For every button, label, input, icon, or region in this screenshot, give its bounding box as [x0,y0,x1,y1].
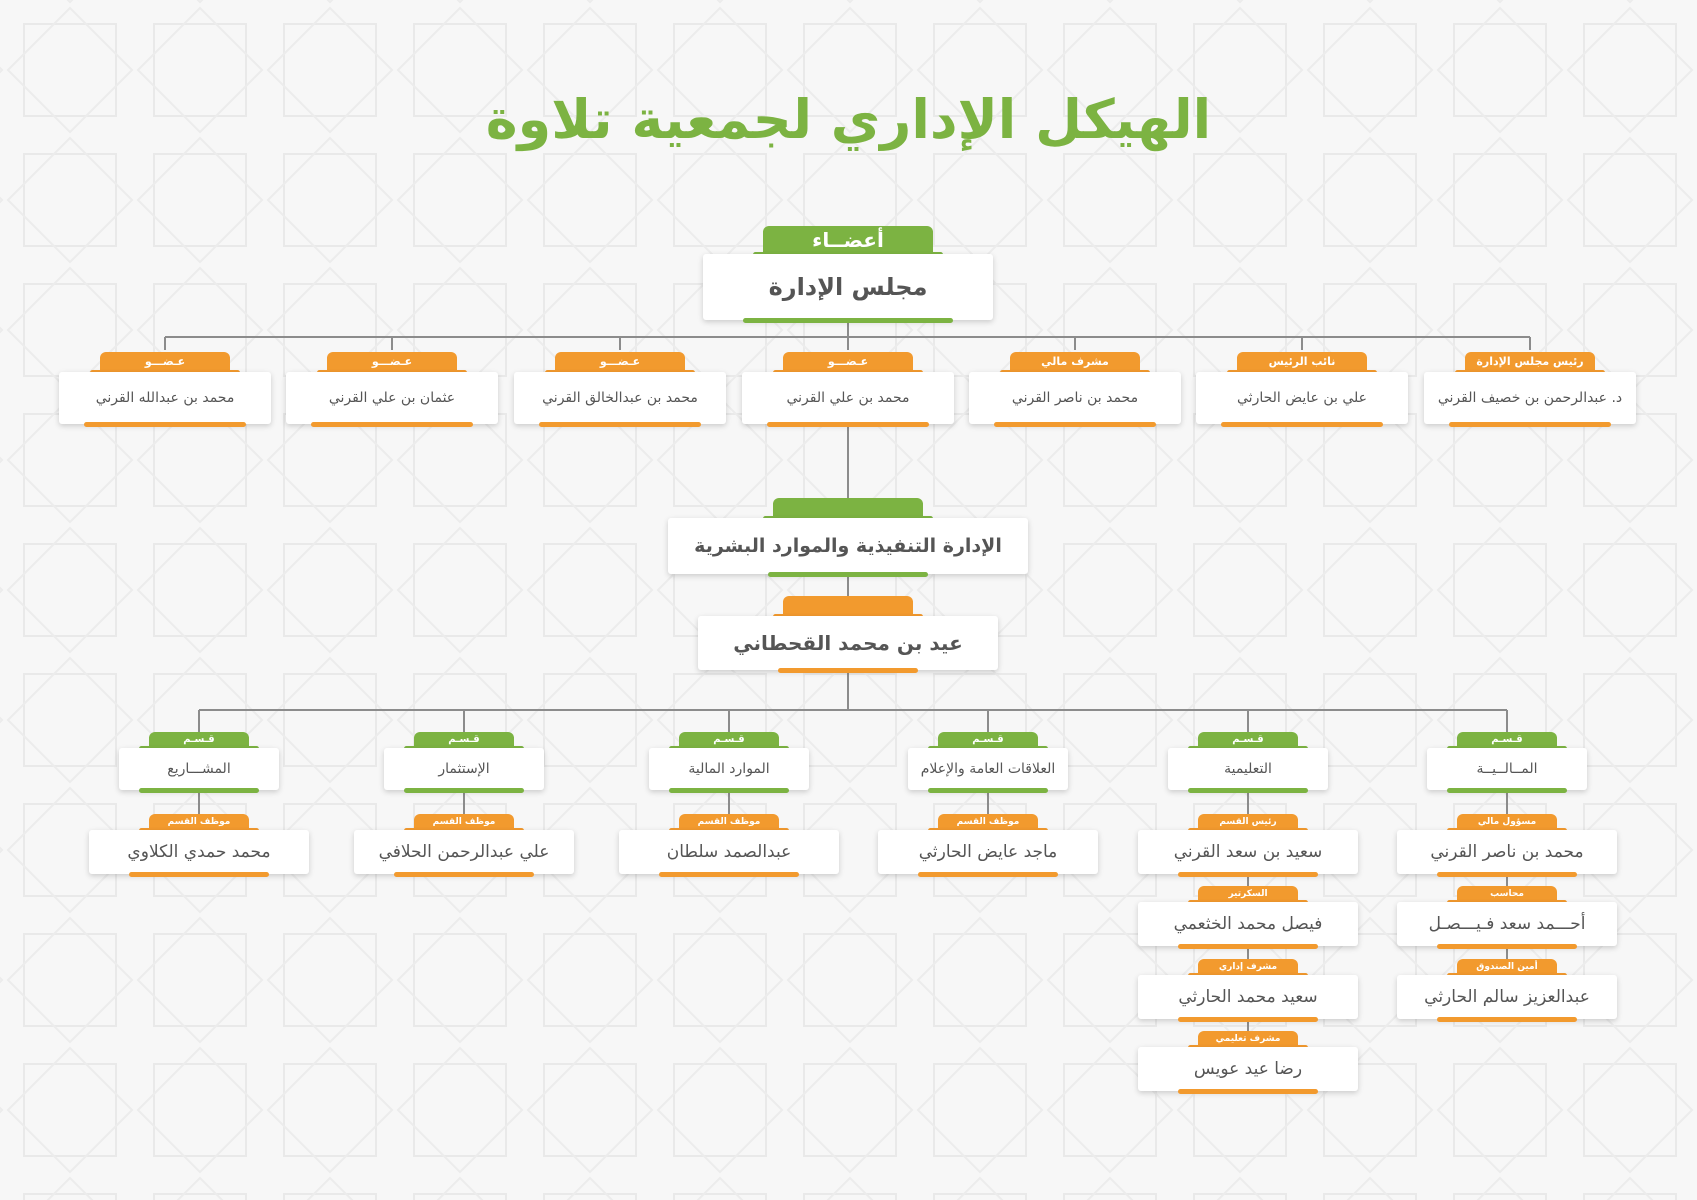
node-underline [1221,422,1383,427]
node-label-tab: موظف القسم [938,814,1038,830]
node-underline [778,668,918,673]
staff-node [1138,1034,1358,1091]
member-node [59,355,271,424]
department-node [908,734,1068,790]
node-name: العلاقات العامة والإعلام [920,761,1056,777]
node-label-tab: أمين الصندوق [1457,959,1557,975]
node-underline [84,422,246,427]
member-node [969,355,1181,424]
node-box [1138,830,1358,874]
node-name: عبدالعزيز سالم الحارثي [1424,987,1590,1007]
node-name: أحـــمد سعد فـيـــصـل [1428,914,1586,934]
staff-node [354,817,574,874]
node-underline [1178,1017,1318,1022]
node-underline [394,872,534,877]
node-name: محمد بن علي القرني [786,390,910,406]
staff-node [1397,889,1617,946]
node-name: الإستثمار [438,761,490,777]
node-name: سعيد محمد الحارثي [1178,987,1318,1007]
node-label-tab: السكرتير [1198,886,1298,902]
node-box [1138,1047,1358,1091]
staff-node [619,817,839,874]
node-label-tab: قـسـم [149,732,249,748]
member-node [286,355,498,424]
node-box [119,748,279,790]
node-label-tab: موظف القسم [679,814,779,830]
executive-node [668,518,1028,574]
staff-node [1138,889,1358,946]
node-name: رضا عيد عويس [1193,1059,1303,1079]
node-label-tab: عـضـــو [100,352,230,372]
node-label-tab: قـسـم [938,732,1038,748]
node-label-tab: موظف القسم [414,814,514,830]
node-underline [994,422,1156,427]
node-label-tab: مشرف إداري [1198,959,1298,975]
node-label-tab: موظف القسم [149,814,249,830]
staff-node [1397,962,1617,1019]
node-label-tab: مشرف مالي [1010,352,1140,372]
node-box [1397,830,1617,874]
node-name: التعليمية [1224,761,1272,777]
node-name: فيصل محمد الخثعمي [1173,914,1323,934]
node-underline [1178,1089,1318,1094]
node-underline [1178,872,1318,877]
node-box [1424,372,1636,424]
node-underline [768,572,928,577]
member-node [514,355,726,424]
department-node [1168,734,1328,790]
node-underline [404,788,524,793]
node-underline [1188,788,1308,793]
page-title: الهيكل الإداري لجمعية تلاوة [485,88,1212,151]
node-underline [1437,1017,1577,1022]
node-box [703,254,993,320]
node-box [969,372,1181,424]
node-label-tab: قـسـم [1457,732,1557,748]
node-underline [659,872,799,877]
node-underline [539,422,701,427]
node-underline [1447,788,1567,793]
node-name: عيد بن محمد القحطاني [733,631,963,655]
node-box [878,830,1098,874]
node-name: مجلس الإدارة [768,273,928,301]
node-box [649,748,809,790]
staff-node [89,817,309,874]
node-label-tab: عـضـــو [555,352,685,372]
node-label-tab: أعضــاء [763,226,933,254]
node-box [286,372,498,424]
node-underline [139,788,259,793]
node-name: محمد بن ناصر القرني [1430,842,1584,862]
node-box [89,830,309,874]
node-box [354,830,574,874]
node-label-tab: نائب الرئيس [1237,352,1367,372]
node-label-tab: رئيس القسم [1198,814,1298,830]
node-box [619,830,839,874]
department-node [649,734,809,790]
node-box [1397,902,1617,946]
staff-node [1397,817,1617,874]
node-label-tab: عـضـــو [327,352,457,372]
node-box [1427,748,1587,790]
node-label-tab [783,596,913,616]
node-underline [1178,944,1318,949]
node-name: عبدالصمد سلطان [666,842,792,862]
node-box [1397,975,1617,1019]
node-label-tab: قـسـم [1198,732,1298,748]
node-box [698,616,998,670]
node-box [668,518,1028,574]
node-underline [1437,944,1577,949]
node-underline [311,422,473,427]
node-underline [918,872,1058,877]
node-underline [928,788,1048,793]
node-underline [743,318,953,323]
node-name: ماجد عايض الحارثي [918,842,1058,862]
node-name: د. عبدالرحمن بن خصيف القرني [1437,390,1623,406]
staff-node [878,817,1098,874]
member-node [1196,355,1408,424]
node-name: محمد بن ناصر القرني [1011,390,1139,406]
staff-node [1138,817,1358,874]
node-label-tab: رئيس مجلس الإدارة [1465,352,1595,372]
node-box [1168,748,1328,790]
node-name: محمد بن عبدالله القرني [95,390,235,406]
department-node [384,734,544,790]
node-underline [1449,422,1611,427]
node-label-tab: مسؤول مالي [1457,814,1557,830]
node-label-tab: مشرف تعليمي [1198,1031,1298,1047]
member-node [1424,355,1636,424]
staff-node [1138,962,1358,1019]
node-box [514,372,726,424]
node-name: المشـــاريع [167,761,231,777]
node-label-tab: قـسـم [414,732,514,748]
node-box [1138,902,1358,946]
department-node [1427,734,1587,790]
board-node [703,228,993,320]
node-name: الموارد المالية [688,761,770,777]
node-name: المــالــيــة [1476,761,1538,777]
node-label-tab: عـضـــو [783,352,913,372]
node-underline [129,872,269,877]
node-underline [1437,872,1577,877]
member-node [742,355,954,424]
node-box [59,372,271,424]
node-box [742,372,954,424]
node-underline [669,788,789,793]
node-name: علي عبدالرحمن الحلافي [378,842,550,862]
node-label-tab [773,498,923,518]
node-name: علي بن عايض الحارثي [1237,390,1368,406]
director-node [698,616,998,670]
node-name: محمد بن عبدالخالق القرني [542,390,698,406]
node-name: محمد حمدي الكلاوي [127,842,271,862]
node-box [1196,372,1408,424]
node-box [1138,975,1358,1019]
node-name: الإدارة التنفيذية والموارد البشرية [694,535,1002,557]
node-box [384,748,544,790]
node-underline [767,422,929,427]
node-name: سعيد بن سعد القرني [1173,842,1323,862]
node-name: عثمان بن علي القرني [328,390,456,406]
node-label-tab: قـسـم [679,732,779,748]
node-label-tab: محاسب [1457,886,1557,902]
department-node [119,734,279,790]
node-box [908,748,1068,790]
